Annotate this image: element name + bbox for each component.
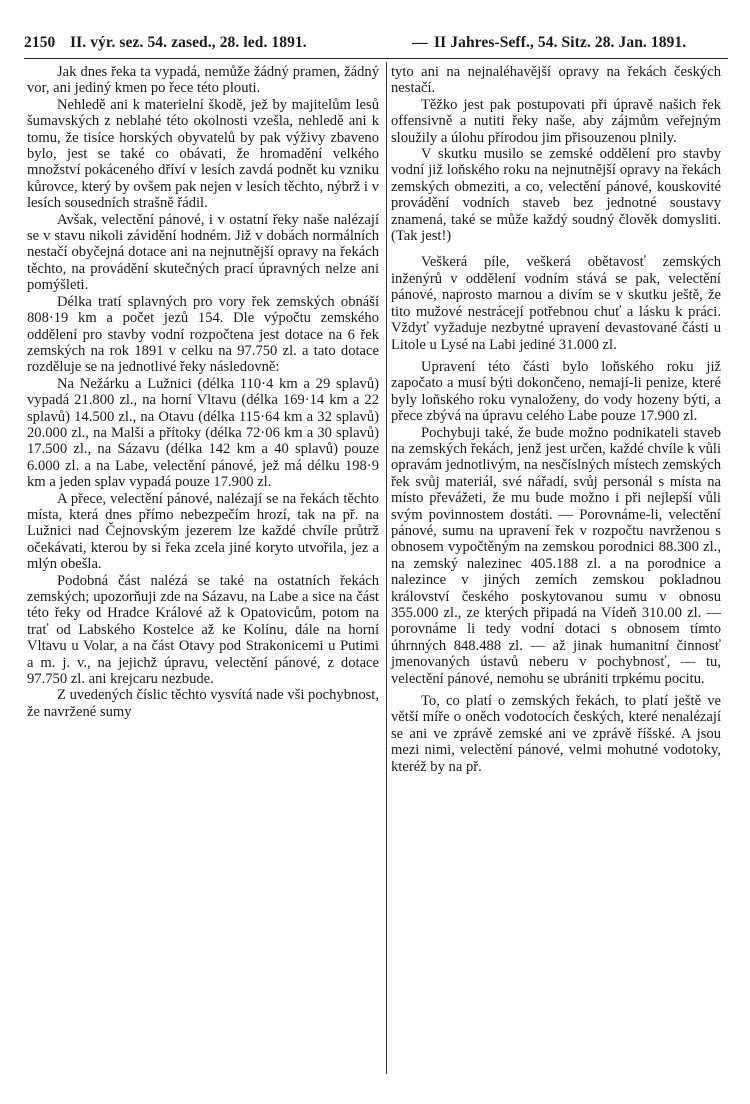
column-divider — [386, 62, 387, 1074]
paragraph: A přece, velectění pánové, nalézají se na řekách těchto místa, která dnes přímo nebezpečím hrozí, tak na př. na Lužnici nad Čejnovským jezerem lze každé chvíle průtrž očekávati, kterou by si řeka zcela jiné koryto utvořila, jez a mlýn obešla. — [27, 490, 379, 573]
paragraph: Délka tratí splavných pro vory řek zemských obnáší 808·19 km a počet jezů 154. Dle výpočtu zemského oddělení pro stavby vodní rozpočtena jest dotace na 6 řek zemských na rok 1891 v celku na 97.750 zl. a tato dotace rozděluje se na jednotlivé řeky následovně: — [27, 293, 379, 376]
paragraph: Na Nežárku a Lužnici (délka 110·4 km a 29 splavů) vypadá 21.800 zl., na horní Vltavu (délka 169·14 km a 22 splavů) 14.500 zl., na Otavu (délka 115·64 km a 32 splavů) 20.000 zl., na Malši a přítoky (délka 72·06 km a 30 splavů) 17.500 zl., na Sázavu (délka 142 km a 40 splavů) pouze 6.000 zl. a na Labe, velectění pánové, jež má délku 198·9 km a jeden splav vypadá pouze 17.900 zl. — [27, 375, 379, 491]
paragraph: tyto ani na nejnaléhavější opravy na řekách českých nestačí. — [391, 64, 721, 97]
page-number: 2150 — [24, 34, 56, 51]
paragraph: Veškerá píle, veškerá obětavosť zemských inženýrů v oddělení vodním stává se pak, velectění pánové, naprosto marnou a divím se v skutku ještě, že tito mužové nestrácejí potřebnou chuť a lásku k práci. Vždyť vyžaduje nezbytné upravení devastované části u Litole u Lysé na Labi jediné 31.000 zl. — [391, 254, 721, 353]
paragraph: Z uvedených číslic těchto vysvítá nade vši pochybnost, že navržené sumy — [27, 687, 379, 720]
page-header — [24, 34, 726, 56]
right-column — [391, 64, 721, 775]
paragraph: Podobná část nalézá se také na ostatních řekách zemských; upozorňuji zde na Sázavu, na Labe a sice na část této řeky od Hradce Králové až k Opatovicům, potom na trať od Labského Kostelce až ke Kolínu, dále na horní Vltavu u Volar, a na část Otavy pod Strakonicemi u Putimi a m. j. v., na jejichž úpravu, velectění pánové, z dotace 97.750 zl. ani krejcaru nezbude. — [27, 572, 379, 688]
paragraph: Nehledě ani k materielní škodě, jež by majitelům lesů šumavských z neblahé této okolnosti vzešla, nehledě ani k tomu, že tisíce horských obyvatelů by pak výživy zbaveno bylo, jest se také co obávati, že hromadění velkého množství pokáceného dříví v lesích zavdá podnět ku vzniku kůrovce, který by ovšem pak nejen v lesích těchto, nýbrž i v lesích sousedních strašně řádil. — [27, 96, 379, 212]
paragraph: To, co platí o zemských řekách, to platí ještě ve větší míře o oněch vodotocích českých, které nenalézají se ani ve zprávě zemské ani ve zprávě říšské. A jsou mezi nimi, velectění pánové, velmi mohutné vodotoky, kteréž by na př. — [391, 693, 721, 775]
paragraph: Jak dnes řeka ta vypadá, nemůže žádný pramen, žádný vor, ani jediný kmen po řece této plouti. — [27, 64, 379, 97]
header-rule — [24, 58, 728, 59]
paragraph: Upravení této části bylo loňského roku již započato a musí býti dokončeno, nemají-li penize, které byly loňského roku vynaloženy, do vody hozeny býti, a přece zbývá na úpravu celého Labe pouze 17.900 zl. — [391, 358, 721, 425]
header-separator: — — [412, 34, 428, 51]
header-title-german: II Jahres-Seff., 54. Sitz. 28. Jan. 1891. — [434, 34, 687, 51]
paragraph: Těžko jest pak postupovati při úpravě našich řek offensivně a nutiti řeky naše, aby zájmům veřejným sloužily a úlohu přírodou jim přisouzenou plnily. — [391, 96, 721, 146]
paragraph: Pochybuji také, že bude možno podnikateli staveb na zemských řekách, jenž jest určen, každé chvíle k vůli opravám jednotlivým, na nesčíslných místech zemských řek svůj materiál, své nářadí, svůj personál s místa na místo převážeti, že mu bude možno i při nejlepší vůli svým povinnostem dostáti. — Porovnáme-li, velectění pánové, sumu na upravení řek v rozpočtu navrženou s obnosem vypočtěným na zemskou porodnici 88.300 zl., na zemský nalezinec 405.188 zl. a na porodnice a nalezince v jiných zemích zemskou pokladnou království českého poskytovanou sumu v obnosu 355.000 zl., ze kterých připadá na Vídeň 310.00 zl. — porovnáme li tedy vodní dotaci s obnosem tímto úhrnných 848.488 zl. — až jinak humanitní činnosť jmenovaných ústavů neberu v pochybnosť, — tu, velectění pánové, nemohu se ubrániti trpkému pocitu. — [391, 424, 721, 687]
header-title-czech: II. výr. sez. 54. zased., 28. led. 1891. — [70, 34, 307, 51]
paragraph: Avšak, velectění pánové, i v ostatní řeky naše nalézají se v stavu nikoli závidění hodném. Již v dobách normálních nestačí obyčejná dotace ani na nejnutnější opravy na řekách těchto, na provádění skutečných prací úpravných nelze ani pomýšleti. — [27, 211, 379, 294]
paragraph: V skutku musilo se zemské oddělení pro stavby vodní již loňského roku na nejnutnější opravy na řekách zemských obmeziti, a co, velectění pánové, kouskovité provádění vodních staveb bez jednotné soustavy znamená, také se může každý soudný člověk domysliti. (Tak jest!) — [391, 146, 721, 245]
left-column — [27, 64, 379, 720]
